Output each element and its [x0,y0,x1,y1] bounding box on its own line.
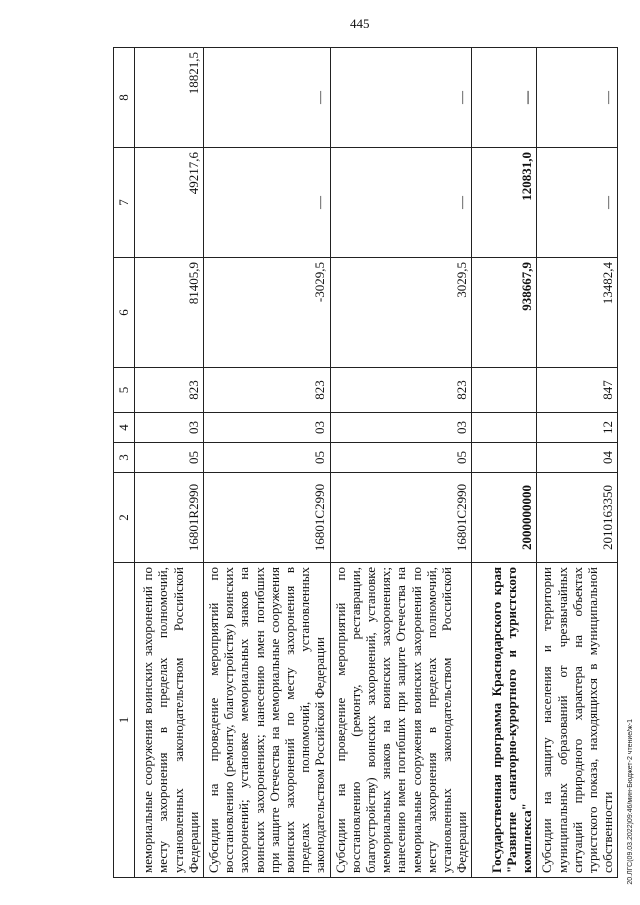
row-rz: 04 [537,443,618,473]
header-cell: 4 [114,413,135,443]
row-value-6: 13482,4 [537,258,618,368]
row-value-8: — [472,48,537,148]
row-pr: 03 [330,413,472,443]
row-pr: 03 [135,413,204,443]
row-code: 16801R2990 [135,473,204,563]
table-row [135,48,204,878]
row-value-7: — [330,148,472,258]
header-cell: 5 [114,368,135,413]
row-code: 16801C2990 [330,473,472,563]
row-value-8: — [204,48,331,148]
row-name: Государственная программа Краснодарского края "Развитие санаторно-курортного и туристского комплекса" [472,563,537,878]
row-vr: 823 [330,368,472,413]
row-value-6: 3029,5 [330,258,472,368]
row-code: 2000000000 [472,473,537,563]
side-note: 20.ЛГС(09.03.2022)09:46/мин-Бюджет-2 чтение/ж-1 [627,719,634,885]
header-cell: 7 [114,148,135,258]
header-cell: 2 [114,473,135,563]
row-vr: 823 [135,368,204,413]
row-pr: 12 [537,413,618,443]
row-vr: 823 [204,368,331,413]
row-value-6: -3029,5 [204,258,331,368]
rotated-table-wrapper [113,48,623,878]
table-row [330,48,472,878]
row-value-7: 120831,0 [472,148,537,258]
row-rz: 05 [135,443,204,473]
row-name: Субсидии на проведение мероприятий по восстановлению (ремонту, благоустройству) воинских захоронений; установке мемориальных знаков на воинских захоронениях; нанесению имен погибших при защите Отечества на мемориальные сооружения воинских захоронений по месту захоронения в пределах полномочий, установленных законодательством Российской Федерации [204,563,331,878]
row-value-7: — [204,148,331,258]
table-row [537,48,618,878]
row-rz: 05 [330,443,472,473]
row-value-7: — [537,148,618,258]
row-value-7: 49217,6 [135,148,204,258]
budget-table [113,47,618,878]
row-code: 16801C2990 [204,473,331,563]
header-cell: 1 [114,563,135,878]
row-value-6: 938667,9 [472,258,537,368]
row-vr [472,368,537,413]
header-cell: 8 [114,48,135,148]
row-rz: 05 [204,443,331,473]
table-header-row [114,48,135,878]
header-cell: 3 [114,443,135,473]
row-code: 2010163350 [537,473,618,563]
header-cell: 6 [114,258,135,368]
row-value-8: — [330,48,472,148]
row-value-6: 81405,9 [135,258,204,368]
table-row [472,48,537,878]
page-number: 445 [350,16,370,31]
table-row [204,48,331,878]
row-value-8: 18821,5 [135,48,204,148]
row-name: мемориальные сооружения воинских захоронений по месту захоронения в пределах полномочий, установленных законодательством Российской Федерации [135,563,204,878]
row-name: Субсидии на защиту населения и территории муниципальных образований от чрезвычайных ситуаций природного характера на объектах туристского показа, находящихся в муниципальной собственности [537,563,618,878]
row-value-8: — [537,48,618,148]
row-pr [472,413,537,443]
row-name: Субсидии на проведение мероприятий по восстановлению (ремонту, реставрации, благоустройству) воинских захоронений, установке мемориальных знаков на воинских захоронениях; нанесению имен погибших при защите Отечества на мемориальные сооружения воинских захоронений по месту захоронения в пределах полномочий, установленных законодательством Российской Федерации [330,563,472,878]
row-rz [472,443,537,473]
row-vr: 847 [537,368,618,413]
row-pr: 03 [204,413,331,443]
